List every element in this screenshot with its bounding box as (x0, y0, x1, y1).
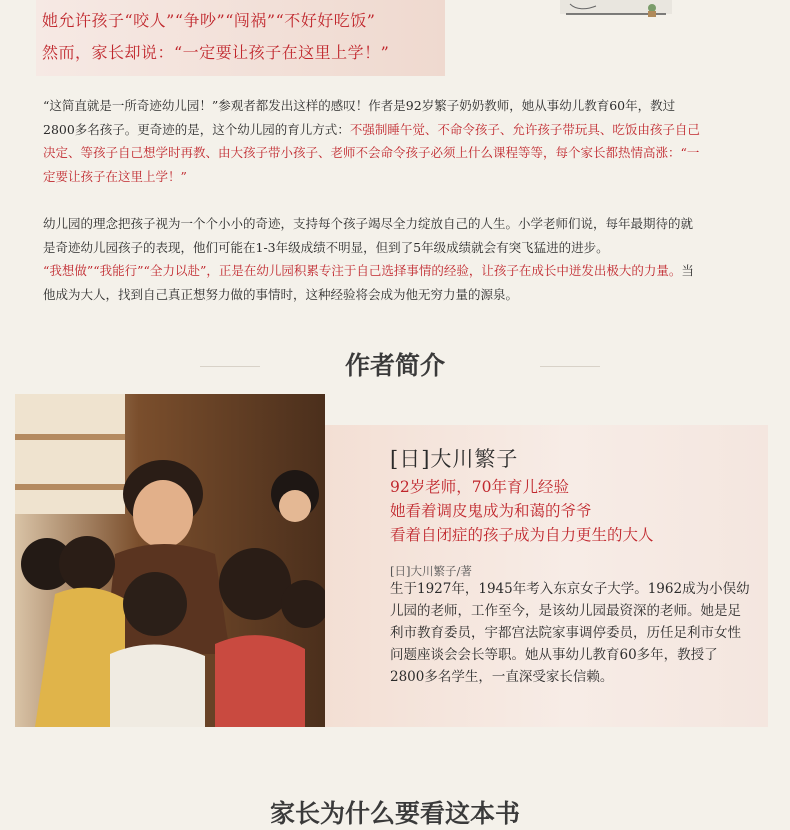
headline-line-2: 然而，家长却说：“一定要让孩子在这里上学！” (42, 43, 390, 62)
intro-highlight: 不强制睡午觉、不命令孩子、允许孩子带玩具、吃饭由孩子自己决定、等孩子自己想学时再教、由大孩子带小孩子、老师不会命令孩子必须上什么课程等等，每个家长都热情高涨：“一定要让孩子在这里上学！” (43, 121, 700, 184)
author-bio: 生于1927年，1945年考入东京女子大学。1962成为小俣幼儿园的老师，工作至今，是该幼儿园最资深的老师。她是足利市教育委员，宇都宫法院家事调停委员，历任足利市女性问题座谈会会长等职。她从事幼儿教育60多年，教授了2800多名学生，一直深受家长信赖。 (390, 581, 750, 685)
section-title: 作者简介 (344, 351, 445, 380)
highlight-line: 她看着调皮鬼成为和蔼的爷爷 (390, 502, 592, 520)
intro-text: “这简直就是一所奇迹幼儿园！”参观者都发出这样的感叹！作者是92岁繁子奶奶教师，她从事幼儿教育60年，教过2800多名孩子。更奇迹的是，这个幼儿园的育儿方式： (43, 98, 676, 137)
highlight-line: 看着自闭症的孩子成为自力更生的大人 (390, 526, 654, 544)
intro-text: 当他成为大人，找到自己真正想努力做的事情时，这种经验将会成为他无穷力量的源泉。 (43, 263, 694, 302)
author-photo (15, 394, 325, 727)
intro-paragraph-1 (43, 94, 703, 188)
intro-highlight: “我想做”“我能行”“全力以赴”，正是在幼儿园积累专注于自己选择事情的经验，让孩子在成长中迸发出极大的力量。 (43, 263, 682, 278)
headline-banner (36, 0, 445, 76)
author-byline: [日]大川繁子/著 (390, 564, 472, 578)
divider (540, 366, 600, 367)
highlight-line: 92岁老师，70年育儿经验 (390, 478, 569, 496)
author-highlights (390, 475, 654, 547)
author-section-header (0, 344, 790, 384)
intro-text: 幼儿园的理念把孩子视为一个个小小的奇迹，支持每个孩子竭尽全力绽放自己的人生。小学老师们说，每年最期待的就是奇迹幼儿园孩子的表现，他们可能在1-3年级成绩不明显，但到了5年级成绩就会有突飞猛进的进步。 (43, 216, 694, 255)
author-name: [日]大川繁子 (390, 447, 519, 471)
intro-paragraph-2 (43, 212, 703, 306)
illustration-fragment (556, 0, 676, 20)
headline-line-1: 她允许孩子“咬人”“争吵”“闯祸”“不好好吃饭” (42, 11, 376, 30)
next-section-title: 家长为什么要看这本书 (269, 799, 520, 828)
